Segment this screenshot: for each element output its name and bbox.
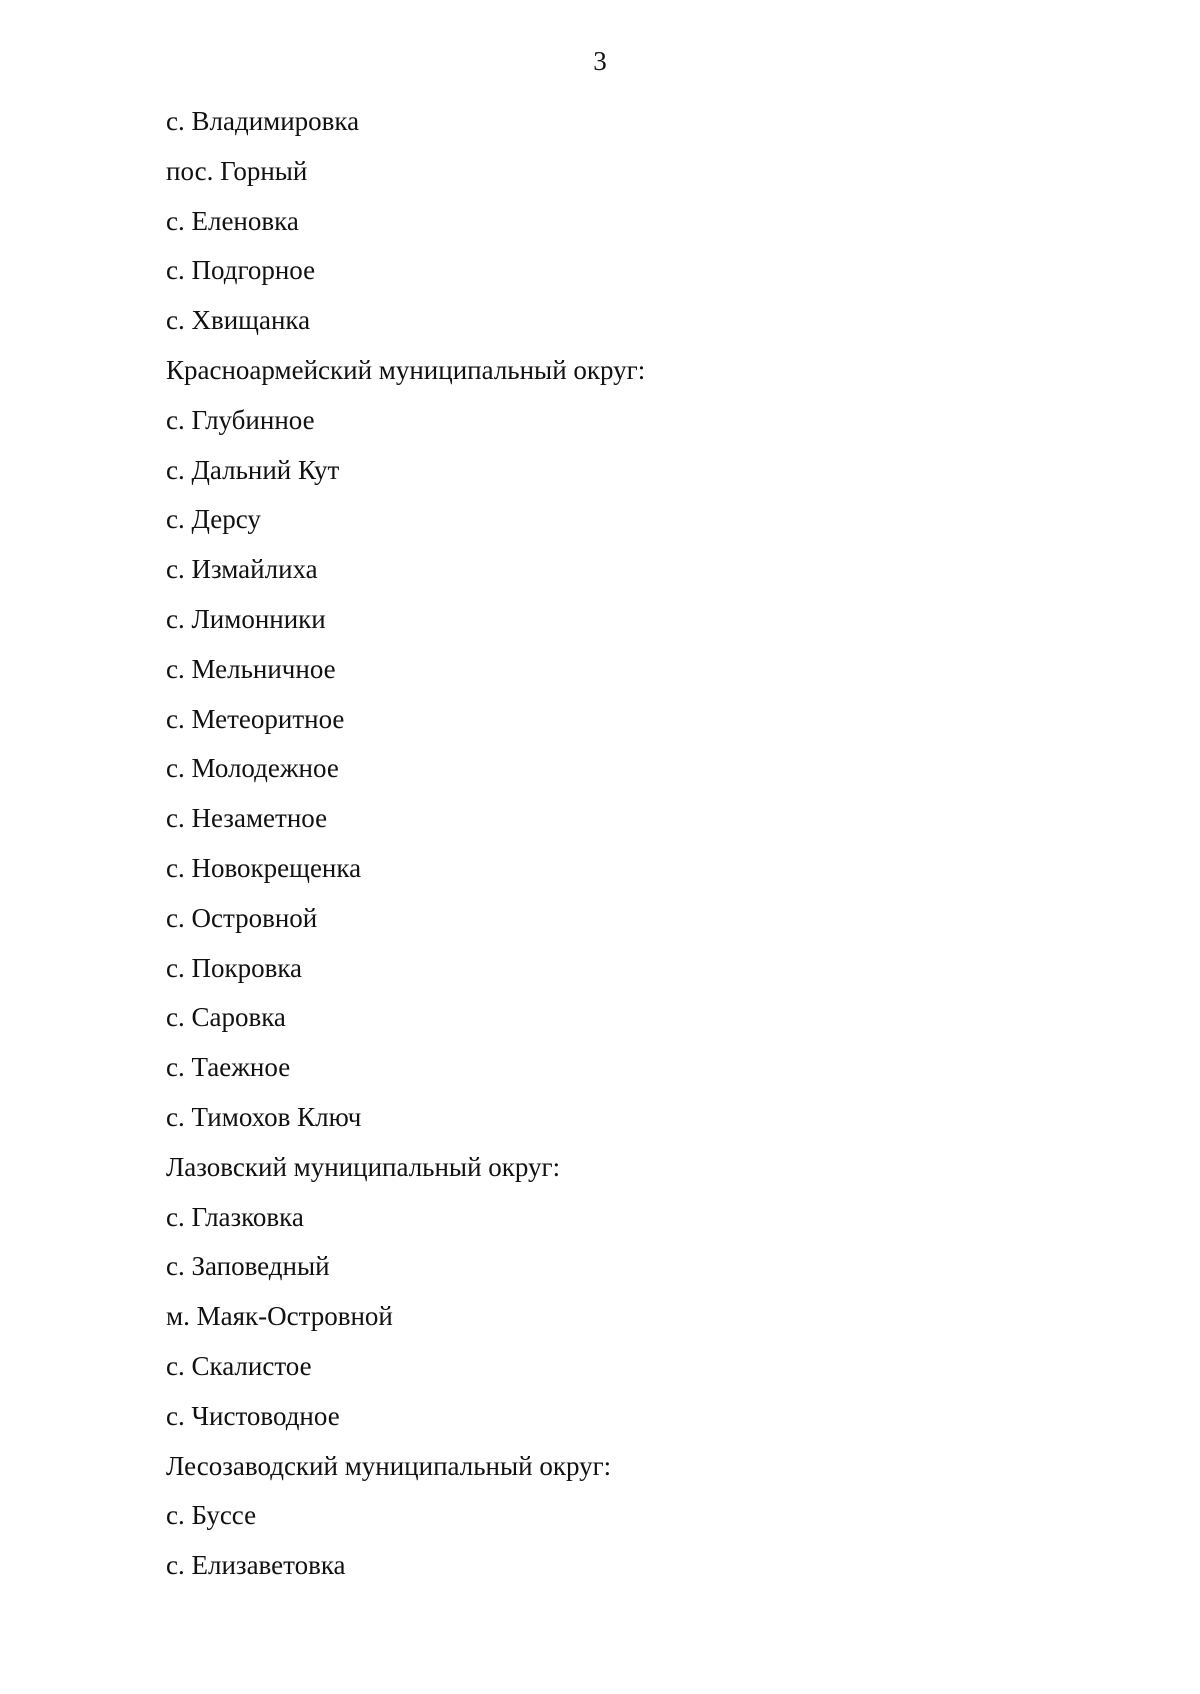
settlement-line: с. Саровка [166, 1002, 286, 1033]
settlement-line: с. Владимировка [166, 106, 360, 136]
page-number: 3 [593, 46, 607, 76]
settlement-line: с. Хвищанка [166, 305, 311, 336]
settlement-line: с. Молодежное [166, 753, 339, 784]
settlement-line: с. Еленовка [166, 205, 299, 236]
settlement-line: с. Измайлиха [166, 554, 318, 585]
district-heading: Лесозаводский муниципальный округ: [166, 1450, 612, 1481]
settlement-line: с. Незаметное [166, 803, 328, 834]
settlement-line: с. Дерсу [166, 504, 261, 535]
settlement-line: с. Дальний Кут [166, 454, 340, 485]
settlement-line: с. Глубинное [166, 404, 315, 435]
settlement-line: с. Скалистое [166, 1350, 312, 1381]
district-heading: Лазовский муниципальный округ: [166, 1151, 561, 1182]
settlement-line: с. Островной [166, 902, 318, 933]
settlement-line: с. Покровка [166, 952, 303, 983]
settlement-line: с. Новокрещенка [166, 852, 362, 883]
settlement-line: с. Таежное [166, 1052, 291, 1083]
settlement-list [166, 106, 645, 1600]
district-heading: Красноармейский муниципальный округ: [166, 354, 646, 385]
settlement-line: пос. Горный [166, 155, 308, 186]
settlement-line: м. Маяк-Островной [166, 1301, 393, 1332]
settlement-line: с. Метеоритное [166, 703, 345, 734]
settlement-line: с. Чистоводное [166, 1400, 340, 1431]
settlement-line: с. Подгорное [166, 255, 316, 286]
settlement-line: с. Мельничное [166, 653, 336, 684]
settlement-line: с. Заповедный [166, 1251, 330, 1282]
settlement-line: с. Лимонники [166, 603, 326, 634]
settlement-line: с. Глазковка [166, 1201, 304, 1232]
settlement-line: с. Тимохов Ключ [166, 1101, 362, 1132]
settlement-line: с. Елизаветовка [166, 1550, 346, 1581]
settlement-line: с. Буссе [166, 1500, 257, 1531]
